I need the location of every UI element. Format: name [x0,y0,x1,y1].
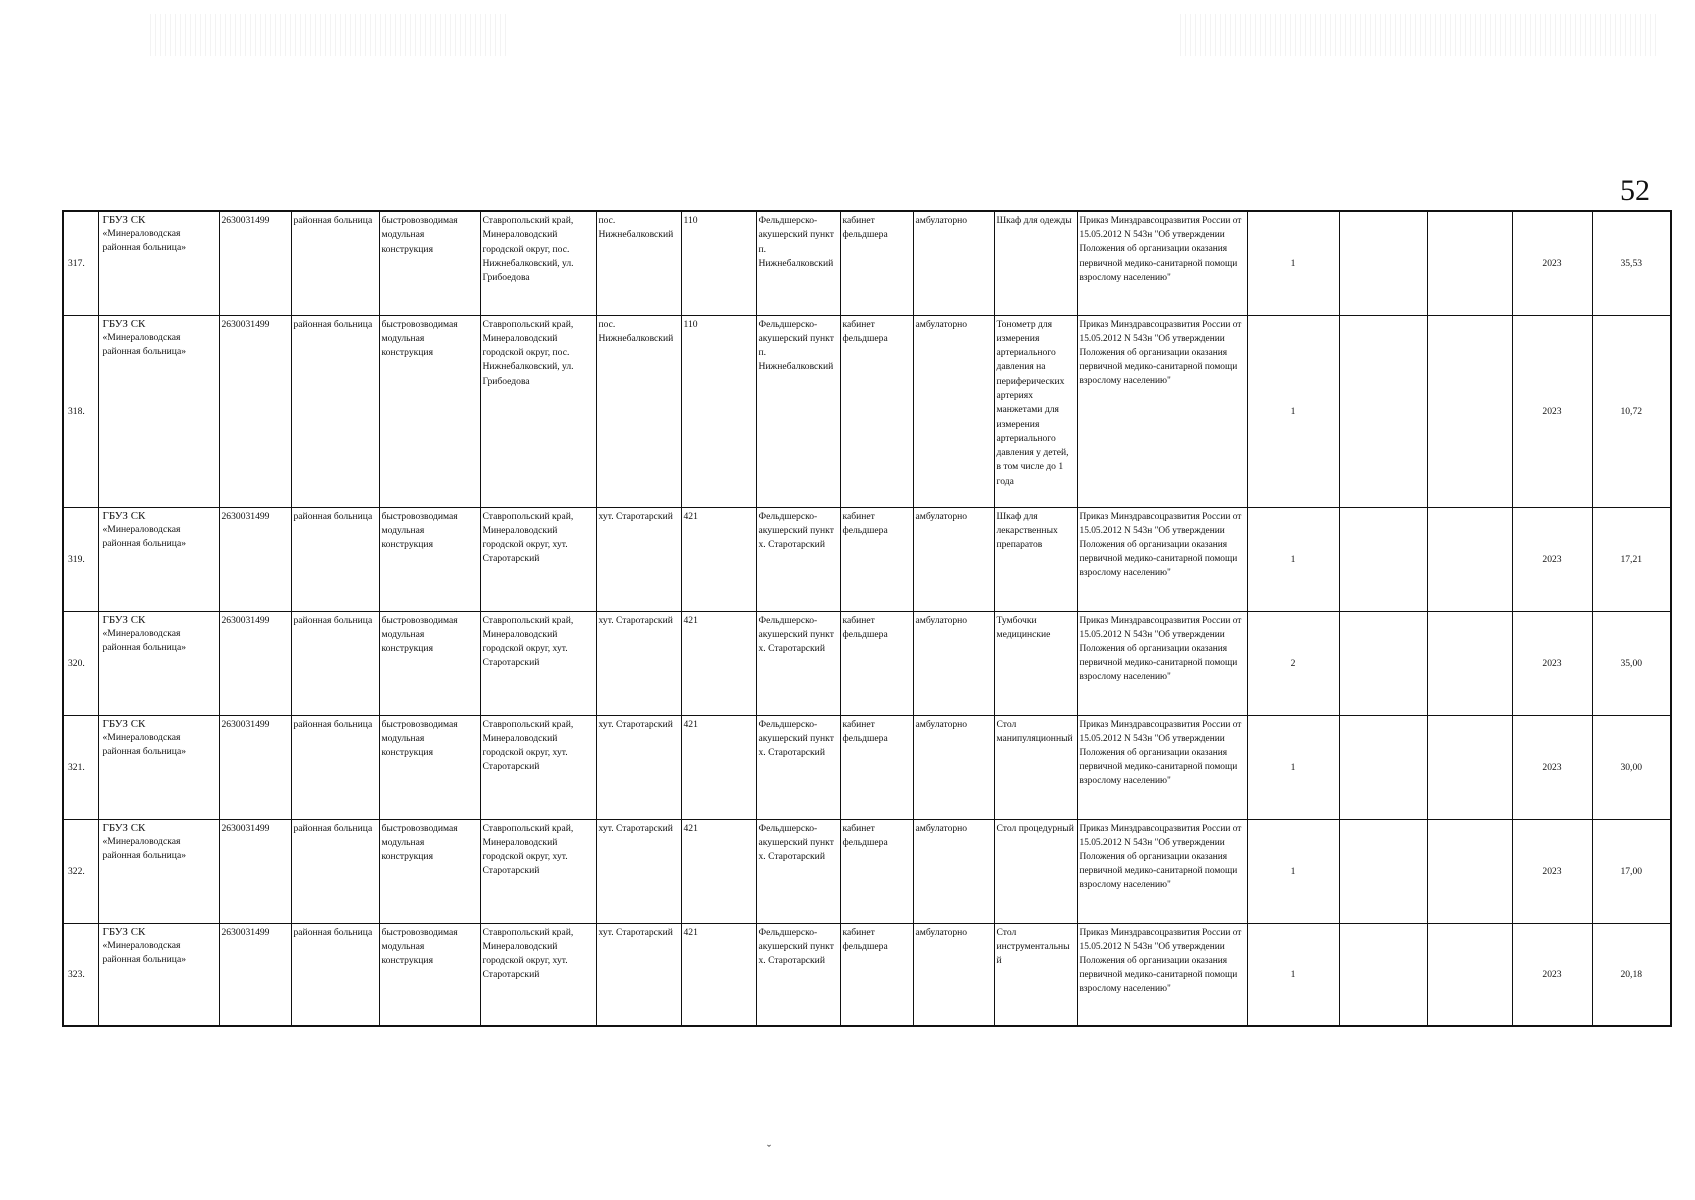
blank-cell [1427,507,1512,611]
equipment-table [62,210,1672,1027]
address-cell: Ставропольский край, Минераловодский городской округ, хут. Старотарский [480,715,596,819]
row-number: 317. [63,211,98,315]
year-cell: 2023 [1512,715,1592,819]
blank-cell [1427,611,1512,715]
blank-cell [1339,611,1427,715]
stray-mark: ˇ [767,1142,771,1156]
organization-full-name: «Минераловодская районная больница» [102,835,186,861]
room-cell: кабинет фельдшера [840,819,913,923]
unit-cell: Фельдшерско-акушерский пункт п. Нижнебалковский [756,211,840,315]
page-number: 52 [1620,174,1650,207]
inn-cell: 2630031499 [219,211,291,315]
blank-cell [1339,315,1427,507]
row-number: 320. [63,611,98,715]
organization-cell [98,715,219,819]
regulation-cell: Приказ Минздравсоцразвития России от 15.05.2012 N 543н "Об утверждении Положения об организации оказания первичной медико-санитарной помощи взрослому населению" [1077,923,1247,1026]
regulation-cell: Приказ Минздравсоцразвития России от 15.05.2012 N 543н "Об утверждении Положения об организации оказания первичной медико-санитарной помощи взрослому населению" [1077,715,1247,819]
facility-type-cell: районная больница [291,715,379,819]
row-number: 323. [63,923,98,1026]
facility-type-cell: районная больница [291,507,379,611]
address-cell: Ставропольский край, Минераловодский городской округ, пос. Нижнебалковский, ул. Грибоедова [480,315,596,507]
care-mode-cell: амбулаторно [913,507,994,611]
building-type-cell: быстровозводимая модульная конструкция [379,819,480,923]
equipment-cell: Тонометр для измерения артериального давления на периферических артериях манжетами для измерения артериального давления у детей, в том числе до 1 года [994,315,1077,507]
address-cell: Ставропольский край, Минераловодский городской округ, хут. Старотарский [480,611,596,715]
year-cell: 2023 [1512,507,1592,611]
blank-cell [1339,507,1427,611]
organization-cell [98,507,219,611]
room-cell: кабинет фельдшера [840,211,913,315]
address-cell: Ставропольский край, Минераловодский городской округ, хут. Старотарский [480,923,596,1026]
building-type-cell: быстровозводимая модульная конструкция [379,923,480,1026]
settlement-cell: хут. Старотарский [596,819,681,923]
quantity-cell: 1 [1247,715,1339,819]
unit-cell: Фельдшерско-акушерский пункт х. Старотарский [756,611,840,715]
building-type-cell: быстровозводимая модульная конструкция [379,611,480,715]
blank-cell [1427,715,1512,819]
facility-type-cell: районная больница [291,211,379,315]
regulation-cell: Приказ Минздравсоцразвития России от 15.05.2012 N 543н "Об утверждении Положения об организации оказания первичной медико-санитарной помощи взрослому населению" [1077,315,1247,507]
organization-short-name: ГБУЗ СК [102,509,146,522]
organization-cell [98,923,219,1026]
room-cell: кабинет фельдшера [840,315,913,507]
organization-short-name: ГБУЗ СК [102,925,146,938]
organization-cell [98,611,219,715]
table-row [63,315,1671,507]
organization-cell [98,211,219,315]
price-cell: 30,00 [1592,715,1671,819]
row-number: 321. [63,715,98,819]
row-number: 319. [63,507,98,611]
organization-short-name: ГБУЗ СК [102,214,146,226]
regulation-cell: Приказ Минздравсоцразвития России от 15.05.2012 N 543н "Об утверждении Положения об организации оказания первичной медико-санитарной помощи взрослому населению" [1077,211,1247,315]
quantity-cell: 1 [1247,819,1339,923]
price-cell: 17,21 [1592,507,1671,611]
population-cell: 421 [681,923,756,1026]
facility-type-cell: районная больница [291,315,379,507]
blank-cell [1339,715,1427,819]
organization-short-name: ГБУЗ СК [102,613,146,626]
table-row [63,923,1671,1026]
blank-cell [1427,315,1512,507]
organization-short-name: ГБУЗ СК [102,717,146,730]
organization-short-name: ГБУЗ СК [102,821,146,834]
address-cell: Ставропольский край, Минераловодский городской округ, хут. Старотарский [480,507,596,611]
organization-cell [98,315,219,507]
settlement-cell: пос. Нижнебалковский [596,315,681,507]
quantity-cell: 1 [1247,211,1339,315]
equipment-cell: Стол манипуляционный [994,715,1077,819]
care-mode-cell: амбулаторно [913,315,994,507]
building-type-cell: быстровозводимая модульная конструкция [379,507,480,611]
organization-full-name: «Минераловодская районная больница» [102,523,186,549]
table-row [63,611,1671,715]
year-cell: 2023 [1512,211,1592,315]
building-type-cell: быстровозводимая модульная конструкция [379,715,480,819]
regulation-cell: Приказ Минздравсоцразвития России от 15.05.2012 N 543н "Об утверждении Положения об организации оказания первичной медико-санитарной помощи взрослому населению" [1077,611,1247,715]
blank-cell [1339,819,1427,923]
organization-full-name: «Минераловодская районная больница» [102,331,186,357]
unit-cell: Фельдшерско-акушерский пункт х. Старотарский [756,819,840,923]
regulation-cell: Приказ Минздравсоцразвития России от 15.05.2012 N 543н "Об утверждении Положения об организации оказания первичной медико-санитарной помощи взрослому населению" [1077,507,1247,611]
blank-cell [1427,923,1512,1026]
settlement-cell: хут. Старотарский [596,507,681,611]
population-cell: 421 [681,819,756,923]
facility-type-cell: районная больница [291,819,379,923]
scan-noise [1180,14,1660,56]
price-cell: 20,18 [1592,923,1671,1026]
table-row [63,211,1671,315]
facility-type-cell: районная больница [291,923,379,1026]
blank-cell [1427,211,1512,315]
blank-cell [1339,211,1427,315]
address-cell: Ставропольский край, Минераловодский городской округ, хут. Старотарский [480,819,596,923]
unit-cell: Фельдшерско-акушерский пункт п. Нижнебалковский [756,315,840,507]
organization-cell [98,819,219,923]
quantity-cell: 2 [1247,611,1339,715]
inn-cell: 2630031499 [219,923,291,1026]
population-cell: 421 [681,507,756,611]
table-row [63,715,1671,819]
year-cell: 2023 [1512,923,1592,1026]
year-cell: 2023 [1512,819,1592,923]
population-cell: 421 [681,611,756,715]
care-mode-cell: амбулаторно [913,715,994,819]
inn-cell: 2630031499 [219,507,291,611]
quantity-cell: 1 [1247,923,1339,1026]
room-cell: кабинет фельдшера [840,611,913,715]
row-number: 322. [63,819,98,923]
address-cell: Ставропольский край, Минераловодский городской округ, пос. Нижнебалковский, ул. Грибоедова [480,211,596,315]
organization-full-name: «Минераловодская районная больница» [102,731,186,757]
quantity-cell: 1 [1247,507,1339,611]
unit-cell: Фельдшерско-акушерский пункт х. Старотарский [756,923,840,1026]
inn-cell: 2630031499 [219,715,291,819]
room-cell: кабинет фельдшера [840,923,913,1026]
organization-full-name: «Минераловодская районная больница» [102,627,186,653]
unit-cell: Фельдшерско-акушерский пункт х. Старотарский [756,715,840,819]
organization-full-name: «Минераловодская районная больница» [102,228,186,254]
care-mode-cell: амбулаторно [913,211,994,315]
organization-full-name: «Минераловодская районная больница» [102,939,186,965]
scan-noise [150,14,510,56]
equipment-cell: Тумбочки медицинские [994,611,1077,715]
building-type-cell: быстровозводимая модульная конструкция [379,211,480,315]
row-number: 318. [63,315,98,507]
price-cell: 10,72 [1592,315,1671,507]
table-row [63,819,1671,923]
table-row [63,507,1671,611]
blank-cell [1339,923,1427,1026]
population-cell: 110 [681,211,756,315]
care-mode-cell: амбулаторно [913,611,994,715]
population-cell: 421 [681,715,756,819]
settlement-cell: хут. Старотарский [596,611,681,715]
equipment-cell: Шкаф для лекарственных препаратов [994,507,1077,611]
building-type-cell: быстровозводимая модульная конструкция [379,315,480,507]
price-cell: 17,00 [1592,819,1671,923]
population-cell: 110 [681,315,756,507]
inn-cell: 2630031499 [219,315,291,507]
care-mode-cell: амбулаторно [913,923,994,1026]
settlement-cell: хут. Старотарский [596,923,681,1026]
care-mode-cell: амбулаторно [913,819,994,923]
year-cell: 2023 [1512,611,1592,715]
price-cell: 35,53 [1592,211,1671,315]
quantity-cell: 1 [1247,315,1339,507]
regulation-cell: Приказ Минздравсоцразвития России от 15.05.2012 N 543н "Об утверждении Положения об организации оказания первичной медико-санитарной помощи взрослому населению" [1077,819,1247,923]
room-cell: кабинет фельдшера [840,507,913,611]
organization-short-name: ГБУЗ СК [102,317,146,330]
inn-cell: 2630031499 [219,611,291,715]
equipment-cell: Стол инструментальный [994,923,1077,1026]
equipment-cell: Шкаф для одежды [994,211,1077,315]
facility-type-cell: районная больница [291,611,379,715]
unit-cell: Фельдшерско-акушерский пункт х. Старотарский [756,507,840,611]
table-body [63,211,1671,1026]
blank-cell [1427,819,1512,923]
price-cell: 35,00 [1592,611,1671,715]
inn-cell: 2630031499 [219,819,291,923]
year-cell: 2023 [1512,315,1592,507]
room-cell: кабинет фельдшера [840,715,913,819]
settlement-cell: хут. Старотарский [596,715,681,819]
equipment-cell: Стол процедурный [994,819,1077,923]
settlement-cell: пос. Нижнебалковский [596,211,681,315]
